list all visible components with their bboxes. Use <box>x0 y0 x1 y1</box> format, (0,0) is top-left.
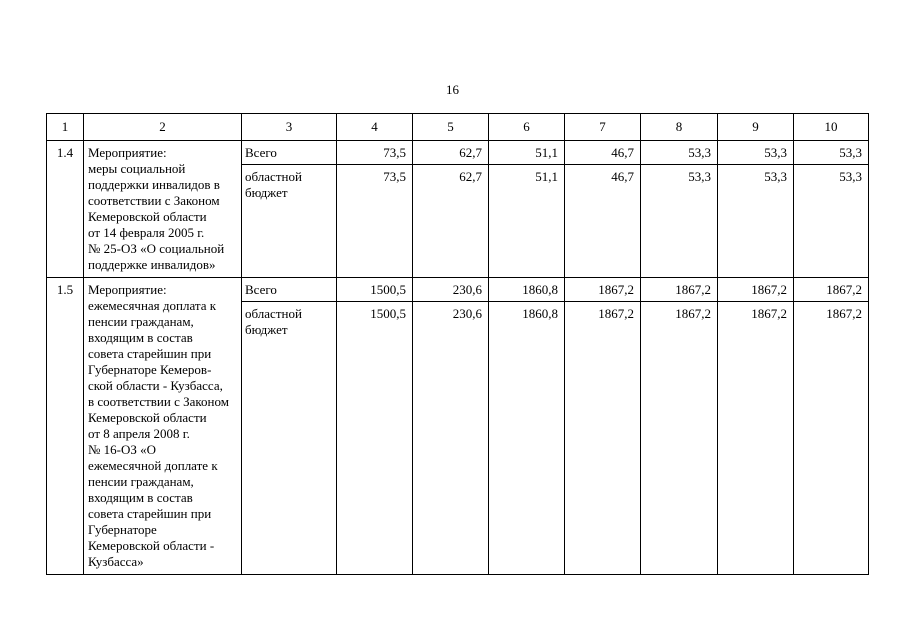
header-cell: 9 <box>718 114 794 141</box>
value-cell: 53,3 <box>641 141 718 165</box>
table-row <box>47 141 869 165</box>
value-cell: 1867,2 <box>718 278 794 302</box>
value-cell: 73,5 <box>337 141 413 165</box>
funding-source <box>242 302 337 575</box>
value-cell: 1867,2 <box>718 302 794 575</box>
header-cell: 7 <box>565 114 641 141</box>
funding-source <box>242 165 337 278</box>
header-cell: 8 <box>641 114 718 141</box>
row-code: 1.5 <box>47 278 84 575</box>
table-row <box>47 278 869 302</box>
funding-source-label: областной бюджет <box>245 169 302 200</box>
value-cell: 53,3 <box>718 165 794 278</box>
header-cell: 4 <box>337 114 413 141</box>
header-cell: 3 <box>242 114 337 141</box>
measure-name: Мероприятие: меры социальной поддержки инвалидов в соответствии с Законом Кемеровской области от 14 февраля 2005 г. № 25-ОЗ «О социальной поддержке инвалидов» <box>88 145 225 272</box>
table-header-row <box>47 114 869 141</box>
value-cell: 1867,2 <box>641 302 718 575</box>
value-cell: 1867,2 <box>565 278 641 302</box>
value-cell: 53,3 <box>641 165 718 278</box>
value-cell: 1500,5 <box>337 302 413 575</box>
page-number: 16 <box>446 82 459 97</box>
measure-name-cell <box>84 278 242 575</box>
program-table <box>46 113 869 575</box>
value-cell: 1867,2 <box>794 302 869 575</box>
measure-name-cell <box>84 141 242 278</box>
value-cell: 53,3 <box>794 165 869 278</box>
value-cell: 1500,5 <box>337 278 413 302</box>
header-cell: 2 <box>84 114 242 141</box>
header-cell: 10 <box>794 114 869 141</box>
value-cell: 62,7 <box>413 141 489 165</box>
value-cell: 73,5 <box>337 165 413 278</box>
value-cell: 51,1 <box>489 141 565 165</box>
measure-name: Мероприятие: ежемесячная доплата к пенсии гражданам, входящим в состав совета старейшин при Губернаторе Кемеров- ской области - Кузбасса, в соответствии с Законом Кемеровской области от 8 апреля 2008 г. № 16-ОЗ «О ежемесячной доплате к пенсии гражданам, входящим в состав совета старейшин при Губернаторе Кемеровской области - Кузбасса» <box>88 282 229 569</box>
header-cell: 5 <box>413 114 489 141</box>
value-cell: 46,7 <box>565 141 641 165</box>
row-code: 1.4 <box>47 141 84 278</box>
header-cell: 6 <box>489 114 565 141</box>
funding-source: Всего <box>242 278 337 302</box>
value-cell: 230,6 <box>413 302 489 575</box>
value-cell: 53,3 <box>794 141 869 165</box>
value-cell: 51,1 <box>489 165 565 278</box>
value-cell: 1860,8 <box>489 278 565 302</box>
value-cell: 1867,2 <box>565 302 641 575</box>
funding-source-label: областной бюджет <box>245 306 302 337</box>
funding-source: Всего <box>242 141 337 165</box>
value-cell: 1867,2 <box>641 278 718 302</box>
header-cell: 1 <box>47 114 84 141</box>
value-cell: 1860,8 <box>489 302 565 575</box>
value-cell: 53,3 <box>718 141 794 165</box>
value-cell: 1867,2 <box>794 278 869 302</box>
value-cell: 62,7 <box>413 165 489 278</box>
value-cell: 46,7 <box>565 165 641 278</box>
value-cell: 230,6 <box>413 278 489 302</box>
